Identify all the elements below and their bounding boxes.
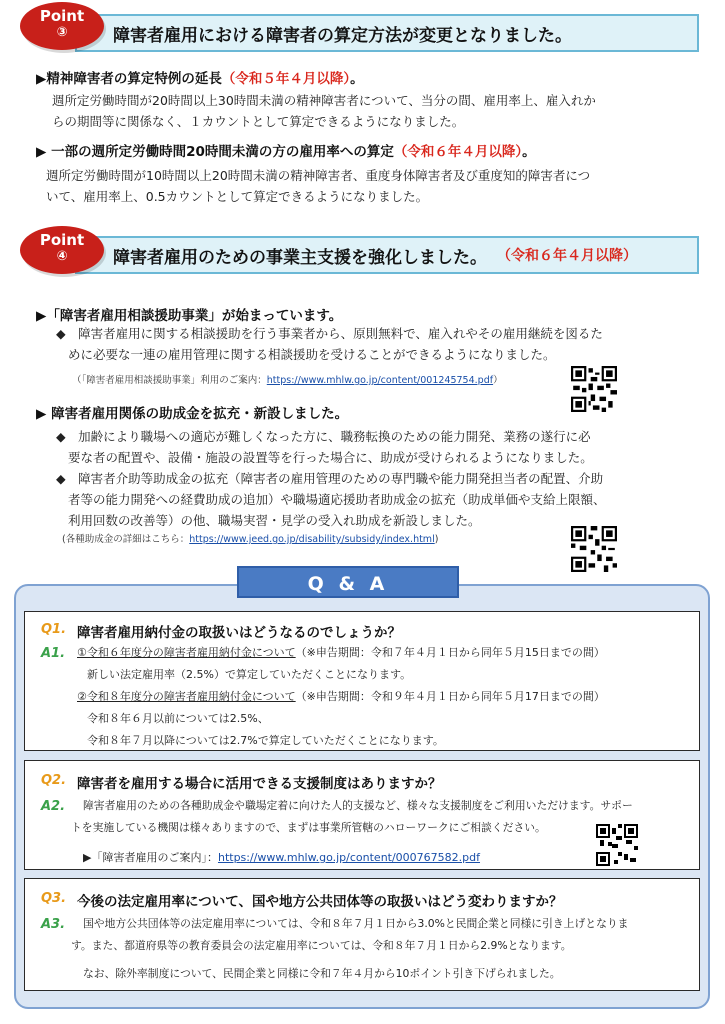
point3-title-bar bbox=[75, 14, 699, 52]
qr-code-icon bbox=[571, 366, 617, 412]
q3-question: 今後の法定雇用率について、国や地方公共団体等の取扱いはどう変わりますか？ bbox=[77, 894, 563, 910]
a3-answer: 国や地方公共団体等の法定雇用率については、令和８年７月１日から3.0%と民間企業と同様に引き上げとなりま す。また、都道府県等の教育委員会の法定雇用率については、令和８年７月１日から2.9%となります。 なお、除外率制度について、民間企業と同様に令和７年４月から10ポイント引き下げられました。 bbox=[71, 917, 629, 980]
employment-guide-link[interactable]: https://www.mhlw.go.jp/content/000767582.pdf bbox=[217, 851, 481, 864]
point4-item1-note: （「障害者雇用相談援助事業」利用のご案内：https://www.mhlw.go.jp/content/001245754.pdf） bbox=[72, 375, 503, 386]
point3-item2-heading: ▶ 一部の週所定労働時間20時間未満の方の雇用率への算定（令和６年４月以降）。 bbox=[36, 144, 536, 160]
point4-item2-heading: ▶ 障害者雇用関係の助成金を拡充・新設しました。 bbox=[36, 406, 349, 422]
point3-badge-number: ③ bbox=[56, 25, 68, 40]
q1-label: Q1. bbox=[41, 622, 67, 637]
point4-date: （令和６年４月以降） bbox=[497, 248, 637, 264]
point3-item1-heading: ▶精神障害者の算定特例の延長（令和５年４月以降）。 bbox=[36, 71, 364, 87]
q1-question: 障害者雇用納付金の取扱いはどうなるのでしょうか？ bbox=[77, 625, 401, 641]
qa-title: Q & A bbox=[237, 566, 459, 598]
a2-label: A2. bbox=[41, 799, 66, 814]
point3-item1-date: （令和５年４月以降） bbox=[221, 71, 351, 87]
a1-label: A1. bbox=[41, 646, 66, 661]
point4-item1-heading: ▶「障害者雇用相談援助事業」が始まっています。 bbox=[36, 308, 343, 324]
point4-title: 障害者雇用のための事業主支援を強化しました。 bbox=[113, 247, 487, 268]
point4-item2-note: (各種助成金の詳細はこちら：https://www.jeed.go.jp/disability/subsidy/index.html) bbox=[62, 534, 439, 545]
point3-title: 障害者雇用における障害者の算定方法が変更となりました。 bbox=[113, 25, 572, 46]
q3-label: Q3. bbox=[41, 891, 67, 906]
qa-q1-box bbox=[24, 611, 700, 751]
point3-badge bbox=[20, 2, 104, 50]
point4-badge-word: Point bbox=[39, 231, 85, 249]
a1-answer: ①令和６年度分の障害者雇用納付金について（※申告期間：令和７年４月１日から同年５月15日までの間） 新しい法定雇用率（2.5%）で算定していただくことになります。 ②令和８年度分の障害者雇用納付金について（※申告期間：令和９年４月１日から同年５月17日までの間） 令和８年６月以前については2.5%、 令和８年７月以降については2.7%で算定していただくことになります。 bbox=[77, 646, 605, 747]
point4-title-bar bbox=[75, 236, 699, 274]
a2-answer: 障害者雇用のための各種助成金や職場定着に向けた人的支援など、様々な支援制度をご利用いただけます。サポー トを実施している機関は様々ありますので、まずは事業所管轄のハローワークにご相談ください。 bbox=[71, 799, 633, 834]
qa-q3-box bbox=[24, 878, 700, 991]
q2-question: 障害者を雇用する場合に活用できる支援制度はありますか？ bbox=[77, 776, 442, 792]
point4-badge-number: ④ bbox=[56, 249, 68, 264]
point4-item2-body: ◆ 加齢により職場への適応が難しくなった方に、職務転換のための能力開発、業務の遂行に必 要な者の配置や、設備・施設の設置等を行った場合に、助成が受けられるようになりました。 ◆ 障害者介助等助成金の拡充（障害者の雇用管理のための専門職や能力開発担当者の配置、介助 者等の能力開発への経費助成の追加）や職場適応援助者助成金の拡充（助成単価や支給上限額、 利用回数の改善等）の他、職場実習・見学の受入れ助成を新設しました。 bbox=[56, 429, 606, 528]
point3-badge-word: Point bbox=[39, 7, 85, 25]
point3-item1-body: 週所定労働時間が20時間以上30時間未満の精神障害者について、当分の間、雇用率上、雇入れか らの期間等に関係なく、１カウントとして算定できるようになりました。 bbox=[52, 93, 596, 129]
qr-code-icon bbox=[596, 824, 638, 866]
a3-label: A3. bbox=[41, 917, 66, 932]
consult-service-link[interactable]: https://www.mhlw.go.jp/content/001245754.pdf bbox=[266, 375, 494, 386]
point3-item2-date: （令和６年４月以降） bbox=[393, 144, 523, 160]
point3-item2-body: 週所定労働時間が10時間以上20時間未満の精神障害者、重度身体障害者及び重度知的障害者につ いて、雇用率上、0.5カウントとして算定できるようになりました。 bbox=[46, 168, 591, 204]
subsidy-link[interactable]: https://www.jeed.go.jp/disability/subsidy/index.html bbox=[189, 534, 435, 545]
a2-link-line: ▶「障害者雇用のご案内」：https://www.mhlw.go.jp/content/000767582.pdf bbox=[83, 851, 481, 864]
qa-q2-box bbox=[24, 760, 700, 870]
qr-code-icon bbox=[571, 526, 617, 572]
q2-label: Q2. bbox=[41, 773, 67, 788]
point4-badge bbox=[20, 226, 104, 274]
point4-item1-body: ◆ 障害者雇用に関する相談援助を行う事業者から、原則無料で、雇入れやその雇用継続を図るた めに必要な一連の雇用管理に関する相談援助を受けることができるようになりました。 bbox=[56, 326, 603, 362]
